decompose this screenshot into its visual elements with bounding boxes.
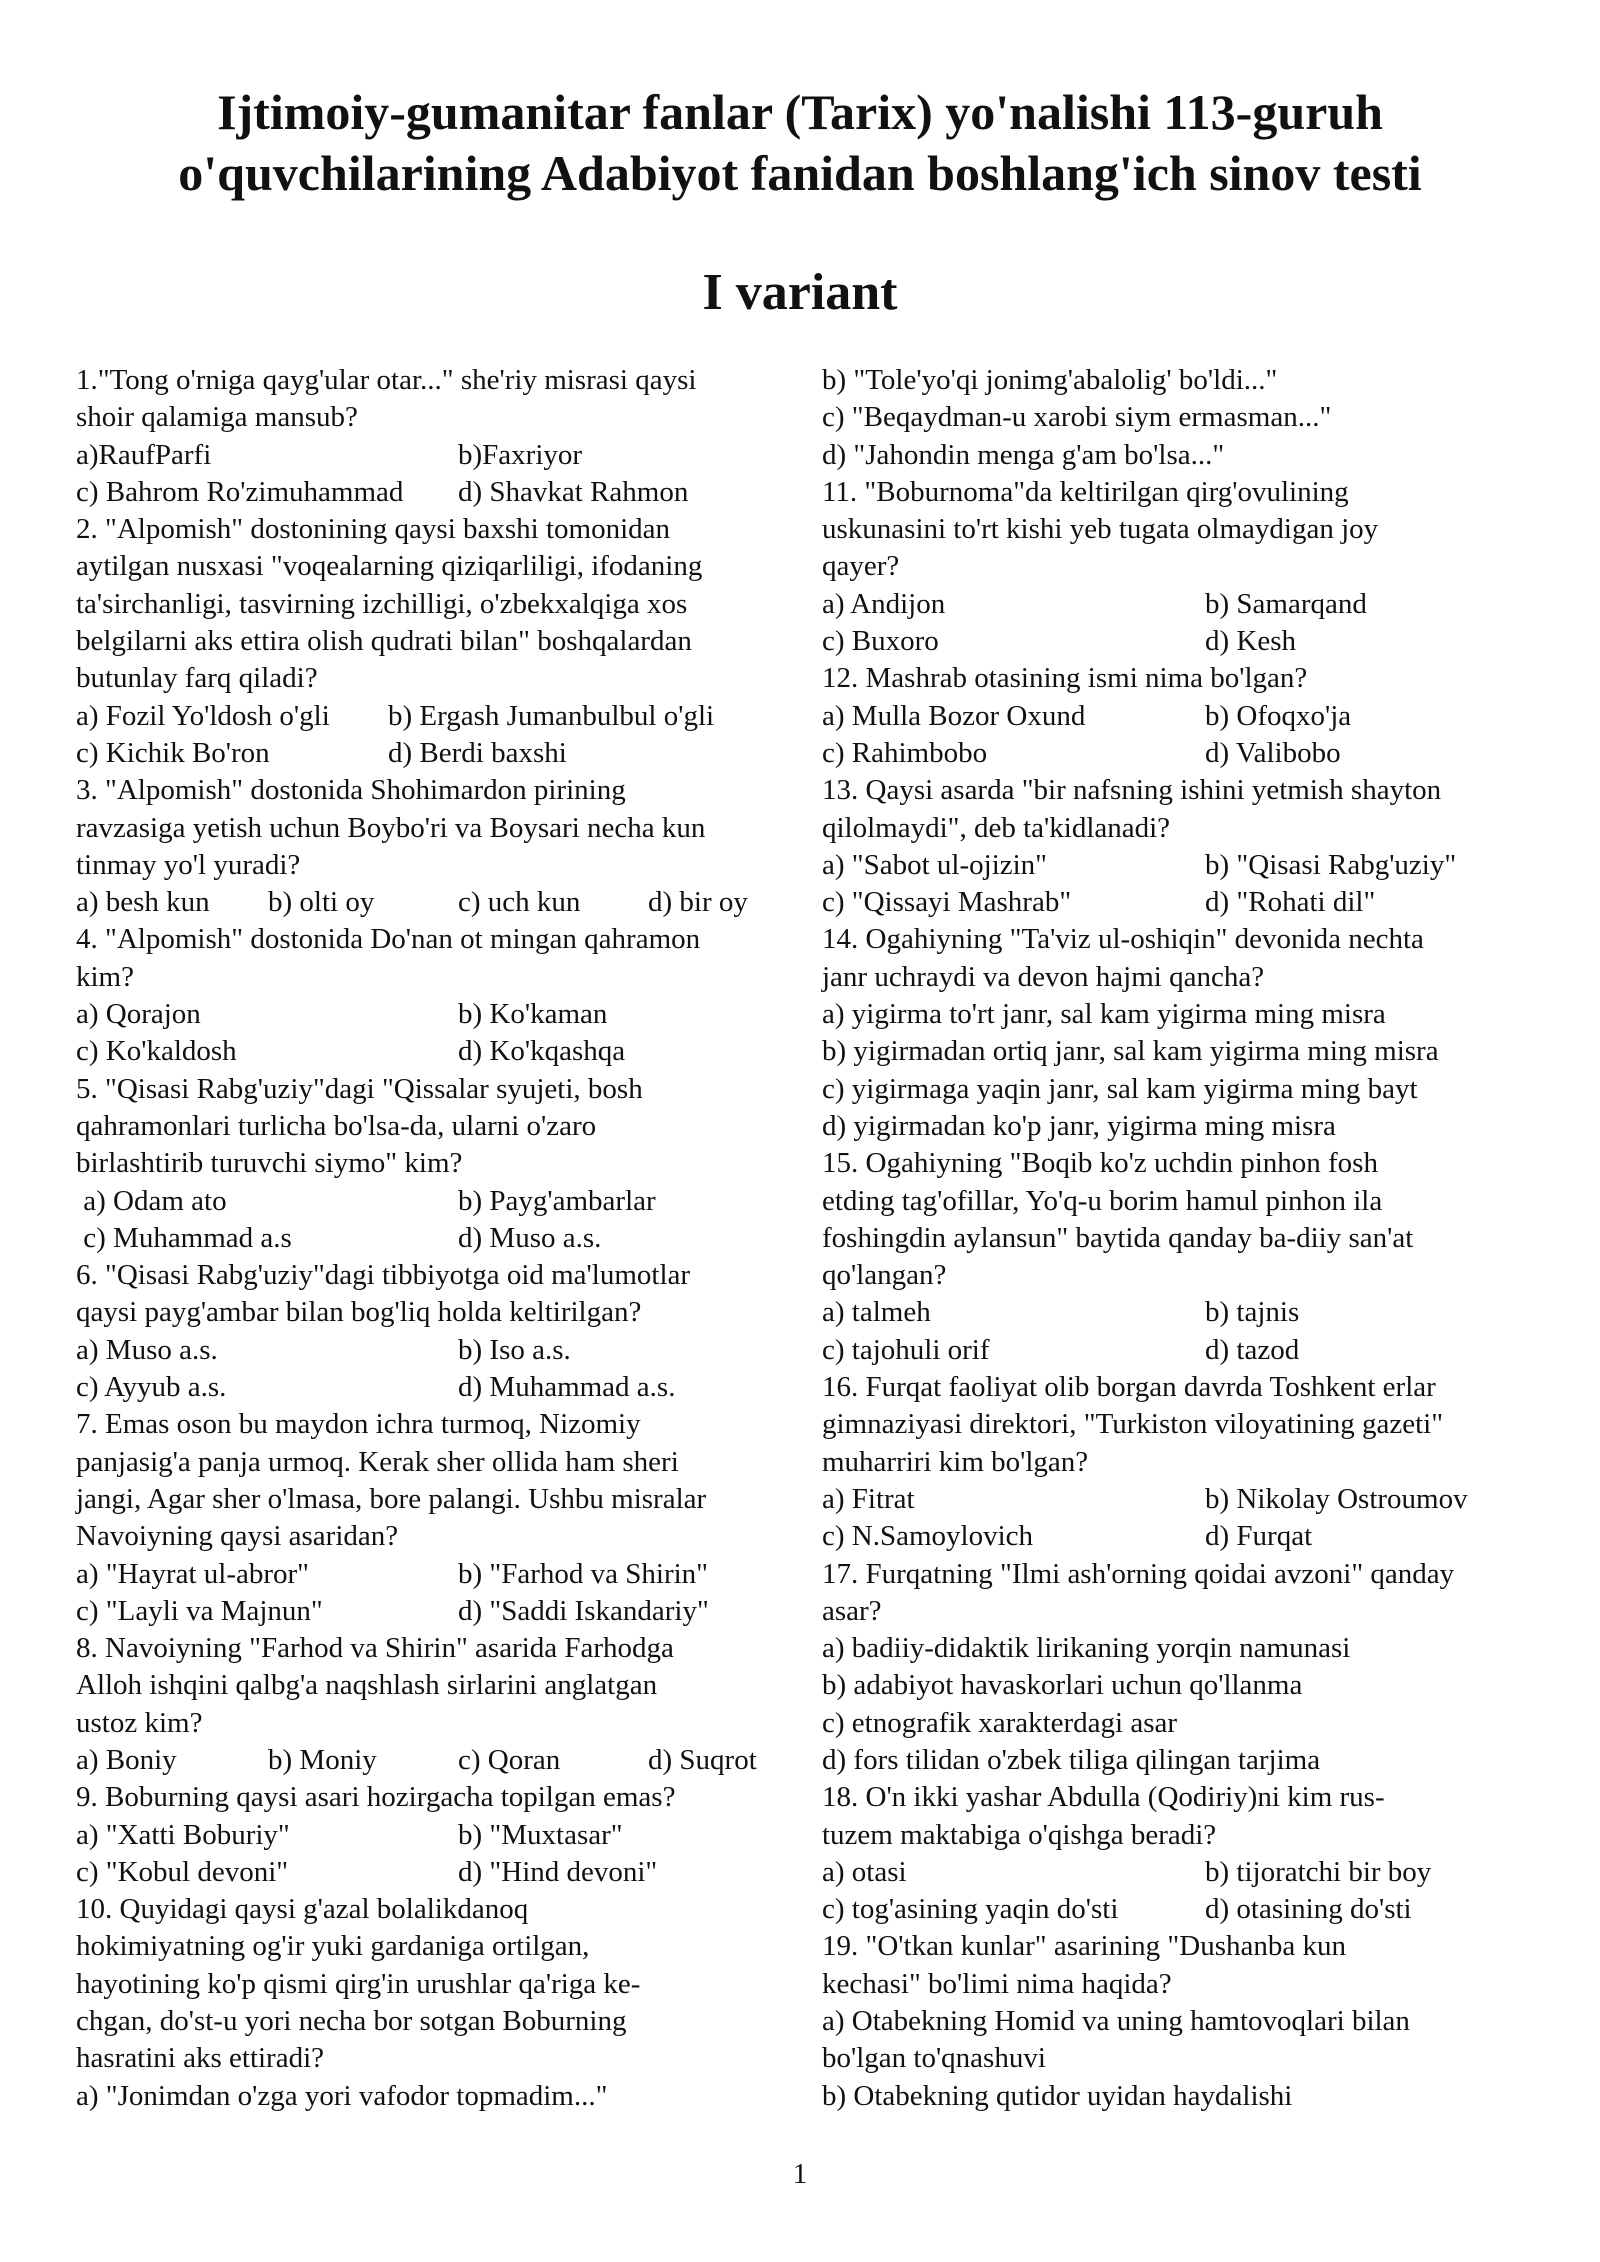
- text-line: ravzasiga yetish uchun Boybo'ri va Boysari necha kun: [76, 811, 706, 844]
- text-line: 11. "Boburnoma"da keltirilgan qirg'ovulining: [822, 475, 1349, 508]
- text-line: 6. "Qisasi Rabg'uziy"dagi tibbiyotga oid ma'lumotlar: [76, 1259, 691, 1292]
- answer-option: c) "Qissayi Mashrab": [822, 886, 1072, 919]
- text-line: [822, 1518, 1562, 1555]
- text-line: hayotining ko'p qismi qirg'in urushlar qa'riga ke-: [76, 1967, 641, 2000]
- answer-option: c) Bahrom Ro'zimuhammad: [76, 475, 404, 508]
- answer-option: d) "Saddi Iskandariy": [458, 1594, 709, 1627]
- text-line: [822, 1891, 1562, 1928]
- answer-option: c) N.Samoylovich: [822, 1520, 1034, 1553]
- answer-option: c) tog'asining yaqin do'sti: [822, 1893, 1119, 1926]
- text-line: shoir qalamiga mansub?: [76, 401, 358, 434]
- answer-option: b) Ko'kaman: [458, 998, 608, 1031]
- text-line: [76, 1332, 794, 1369]
- answer-option: c) Kichik Bo'ron: [76, 736, 270, 769]
- answer-option: c) tajohuli orif: [822, 1333, 990, 1366]
- answer-option: a) Odam ato: [76, 1184, 227, 1217]
- answer-option: d) Kesh: [1205, 625, 1297, 658]
- text-line: c) "Beqaydman-u xarobi siym ermasman...": [822, 401, 1332, 434]
- text-line: 19. "O'tkan kunlar" asarining "Dushanba kun: [822, 1930, 1346, 1963]
- answer-option: a) Fozil Yo'ldosh o'gli: [76, 699, 330, 732]
- text-line: [822, 884, 1562, 921]
- right-column: [822, 362, 1562, 2115]
- text-line: d) fors tilidan o'zbek tiliga qilingan tarjima: [822, 1743, 1321, 1776]
- text-line: butunlay farq qiladi?: [76, 662, 318, 695]
- text-line: d) "Jahondin menga g'am bo'lsa...": [822, 438, 1225, 471]
- answer-option: b) Samarqand: [1205, 587, 1367, 620]
- text-line: [76, 735, 794, 772]
- text-line: kim?: [76, 960, 134, 993]
- answer-option: a) "Xatti Boburiy": [76, 1818, 290, 1851]
- text-line: qilolmaydi", deb ta'kidlanadi?: [822, 811, 1171, 844]
- answer-option: a) "Sabot ul-ojizin": [822, 848, 1048, 881]
- answer-option: a) besh kun: [76, 886, 210, 919]
- text-line: kechasi" bo'limi nima haqida?: [822, 1967, 1172, 2000]
- answer-option: a) Qorajon: [76, 998, 201, 1031]
- text-line: 9. Boburning qaysi asari hozirgacha topilgan emas?: [76, 1781, 676, 1814]
- answer-option: d) bir oy: [648, 886, 748, 919]
- answer-option: c) Rahimbobo: [822, 736, 988, 769]
- text-line: [76, 1854, 794, 1891]
- answer-option: b) Moniy: [268, 1743, 377, 1776]
- text-line: asar?: [822, 1594, 882, 1627]
- text-line: 14. Ogahiyning "Ta'viz ul-oshiqin" devonida nechta: [822, 923, 1424, 956]
- text-line: [76, 1817, 794, 1854]
- text-line: 13. Qaysi asarda "bir nafsning ishini yetmish shayton: [822, 774, 1442, 807]
- answer-option: c) Qoran: [458, 1743, 561, 1776]
- answer-option: d) "Rohati dil": [1205, 886, 1376, 919]
- text-line: b) adabiyot havaskorlari uchun qo'llanma: [822, 1669, 1303, 1702]
- text-line: [822, 698, 1562, 735]
- text-line: jangi, Agar sher o'lmasa, bore palangi. Ushbu misralar: [76, 1482, 707, 1515]
- text-line: [822, 1481, 1562, 1518]
- answer-option: b) Ergash Jumanbulbul o'gli: [388, 699, 715, 732]
- text-line: hokimiyatning og'ir yuki gardaniga ortilgan,: [76, 1930, 590, 1963]
- answer-option: d) Valibobo: [1205, 736, 1341, 769]
- text-line: [822, 623, 1562, 660]
- text-line: 4. "Alpomish" dostonida Do'nan ot mingan qahramon: [76, 923, 701, 956]
- text-line: etding tag'ofillar, Yo'q-u borim hamul pinhon ila: [822, 1184, 1383, 1217]
- text-line: b) yigirmadan ortiq janr, sal kam yigirma ming misra: [822, 1035, 1439, 1068]
- text-line: c) etnografik xarakterdagi asar: [822, 1706, 1178, 1739]
- text-line: a) "Jonimdan o'zga yori vafodor topmadim...": [76, 2079, 608, 2112]
- answer-option: b) "Muxtasar": [458, 1818, 623, 1851]
- answer-option: c) "Kobul devoni": [76, 1855, 289, 1888]
- answer-option: a) Muso a.s.: [76, 1333, 218, 1366]
- text-line: 18. O'n ikki yashar Abdulla (Qodiriy)ni kim rus-: [822, 1781, 1385, 1814]
- text-line: 1."Tong o'rniga qayg'ular otar..." she'riy misrasi qaysi: [76, 364, 697, 396]
- answer-option: c) Ayyub a.s.: [76, 1371, 227, 1404]
- text-line: qaysi payg'ambar bilan bog'liq holda keltirilgan?: [76, 1296, 642, 1329]
- text-line: tuzem maktabiga o'qishga beradi?: [822, 1818, 1217, 1851]
- answer-option: d) Berdi baxshi: [388, 736, 567, 769]
- answer-option: d) Furqat: [1205, 1520, 1313, 1553]
- text-line: [76, 1742, 794, 1779]
- answer-option: a) Mulla Bozor Oxund: [822, 699, 1086, 732]
- answer-option: c) Buxoro: [822, 625, 939, 658]
- answer-option: d) Muhammad a.s.: [458, 1371, 676, 1404]
- text-line: ustoz kim?: [76, 1706, 203, 1739]
- answer-option: d) Muso a.s.: [458, 1221, 602, 1254]
- text-line: chgan, do'st-u yori necha bor sotgan Boburning: [76, 2005, 627, 2038]
- answer-option: b) Iso a.s.: [458, 1333, 571, 1366]
- text-line: aytilgan nusxasi "voqealarning qiziqarliligi, ifodaning: [76, 550, 703, 583]
- text-line: 8. Navoiyning "Farhod va Shirin" asarida Farhodga: [76, 1632, 674, 1665]
- answer-option: d) Suqrot: [648, 1743, 757, 1776]
- text-line: [76, 437, 794, 474]
- text-line: ta'sirchanligi, tasvirning izchilligi, o'zbekxalqiga xos: [76, 587, 688, 620]
- text-line: [76, 474, 794, 511]
- variant-heading: I variant: [702, 264, 898, 321]
- text-line: [822, 735, 1562, 772]
- text-line: [822, 1332, 1562, 1369]
- answer-option: b)Faxriyor: [458, 438, 583, 471]
- text-line: tinmay yo'l yuradi?: [76, 848, 301, 881]
- text-line: gimnaziyasi direktori, "Turkiston viloyatining gazeti": [822, 1408, 1444, 1441]
- answer-option: c) uch kun: [458, 886, 581, 919]
- text-line: b) Otabekning qutidor uyidan haydalishi: [822, 2079, 1293, 2112]
- text-line: [822, 586, 1562, 623]
- text-line: [822, 847, 1562, 884]
- answer-option: d) Ko'kqashqa: [458, 1035, 626, 1068]
- text-line: qo'langan?: [822, 1259, 947, 1292]
- text-line: [76, 1369, 794, 1406]
- answer-option: a)RaufParfi: [76, 438, 212, 471]
- answer-option: d) tazod: [1205, 1333, 1300, 1366]
- text-line: Navoiyning qaysi asaridan?: [76, 1520, 399, 1553]
- title-line-2: o'quvchilarining Adabiyot fanidan boshlang'ich sinov testi: [178, 145, 1422, 201]
- text-line: qayer?: [822, 550, 900, 583]
- answer-option: d) "Hind devoni": [458, 1855, 658, 1888]
- text-line: b) "Tole'yo'qi jonimg'abalolig' bo'ldi...": [822, 364, 1278, 396]
- answer-option: b) "Qisasi Rabg'uziy": [1205, 848, 1457, 881]
- text-line: bo'lgan to'qnashuvi: [822, 2042, 1046, 2075]
- answer-option: d) Shavkat Rahmon: [458, 475, 689, 508]
- text-line: [822, 1294, 1562, 1331]
- text-line: 2. "Alpomish" dostonining qaysi baxshi tomonidan: [76, 513, 671, 546]
- answer-option: a) otasi: [822, 1855, 907, 1888]
- answer-option: b) Ofoqxo'ja: [1205, 699, 1352, 732]
- text-line: uskunasini to'rt kishi yeb tugata olmaydigan joy: [822, 513, 1379, 546]
- text-line: panjasig'a panja urmoq. Kerak sher ollida ham sheri: [76, 1445, 679, 1478]
- page-number: 1: [792, 2158, 808, 2190]
- answer-option: c) Ko'kaldosh: [76, 1035, 237, 1068]
- text-line: [76, 1183, 794, 1220]
- answer-option: c) Muhammad a.s: [76, 1221, 292, 1254]
- answer-option: a) talmeh: [822, 1296, 931, 1329]
- text-line: c) yigirmaga yaqin janr, sal kam yigirma ming bayt: [822, 1072, 1418, 1105]
- text-line: a) yigirma to'rt janr, sal kam yigirma ming misra: [822, 998, 1386, 1031]
- text-line: [76, 1033, 794, 1070]
- text-line: 15. Ogahiyning "Boqib ko'z uchdin pinhon fosh: [822, 1147, 1378, 1180]
- left-column: [76, 362, 794, 2115]
- document-title: [60, 82, 1540, 204]
- text-line: 3. "Alpomish" dostonida Shohimardon pirining: [76, 774, 626, 807]
- text-line: 12. Mashrab otasining ismi nima bo'lgan?: [822, 662, 1308, 695]
- text-line: belgilarni aks ettira olish qudrati bilan" boshqalardan: [76, 625, 692, 658]
- answer-option: b) olti oy: [268, 886, 375, 919]
- text-line: foshingdin aylansun" baytida qanday ba-diiy san'at: [822, 1221, 1414, 1254]
- text-line: janr uchraydi va devon hajmi qancha?: [822, 960, 1265, 993]
- text-line: [76, 698, 794, 735]
- answer-option: c) "Layli va Majnun": [76, 1594, 323, 1627]
- text-line: 17. Furqatning "Ilmi ash'orning qoidai avzoni" qanday: [822, 1557, 1455, 1590]
- answer-option: a) Andijon: [822, 587, 946, 620]
- answer-option: b) Payg'ambarlar: [458, 1184, 656, 1217]
- text-line: muharriri kim bo'lgan?: [822, 1445, 1089, 1478]
- answer-option: d) otasining do'sti: [1205, 1893, 1412, 1926]
- text-line: [76, 1220, 794, 1257]
- answer-option: a) Boniy: [76, 1743, 177, 1776]
- text-line: [76, 1556, 794, 1593]
- text-line: 10. Quyidagi qaysi g'azal bolalikdanoq: [76, 1893, 529, 1926]
- text-line: birlashtirib turuvchi siymo" kim?: [76, 1147, 463, 1180]
- text-line: qahramonlari turlicha bo'lsa-da, ularni o'zaro: [76, 1109, 597, 1142]
- answer-option: a) Fitrat: [822, 1482, 915, 1515]
- text-line: 5. "Qisasi Rabg'uziy"dagi "Qissalar syujeti, bosh: [76, 1072, 643, 1105]
- answer-option: b) "Farhod va Shirin": [458, 1557, 709, 1590]
- text-line: [822, 1854, 1562, 1891]
- text-line: a) badiiy-didaktik lirikaning yorqin namunasi: [822, 1632, 1351, 1665]
- text-line: hasratini aks ettiradi?: [76, 2042, 325, 2075]
- text-line: [76, 884, 794, 921]
- title-line-1: Ijtimoiy-gumanitar fanlar (Tarix) yo'nalishi 113-guruh: [217, 84, 1383, 140]
- text-line: [76, 1593, 794, 1630]
- answer-option: a) "Hayrat ul-abror": [76, 1557, 310, 1590]
- text-line: Alloh ishqini qalbg'a naqshlash sirlarini anglatgan: [76, 1669, 658, 1702]
- text-line: d) yigirmadan ko'p janr, yigirma ming misra: [822, 1109, 1336, 1142]
- text-line: [76, 996, 794, 1033]
- answer-option: b) Nikolay Ostroumov: [1205, 1482, 1468, 1515]
- text-line: 16. Furqat faoliyat olib borgan davrda Toshkent erlar: [822, 1371, 1436, 1404]
- answer-option: b) tajnis: [1205, 1296, 1300, 1329]
- answer-option: b) tijoratchi bir boy: [1205, 1855, 1432, 1888]
- text-line: 7. Emas oson bu maydon ichra turmoq, Nizomiy: [76, 1408, 641, 1441]
- text-line: a) Otabekning Homid va uning hamtovoqlari bilan: [822, 2005, 1410, 2038]
